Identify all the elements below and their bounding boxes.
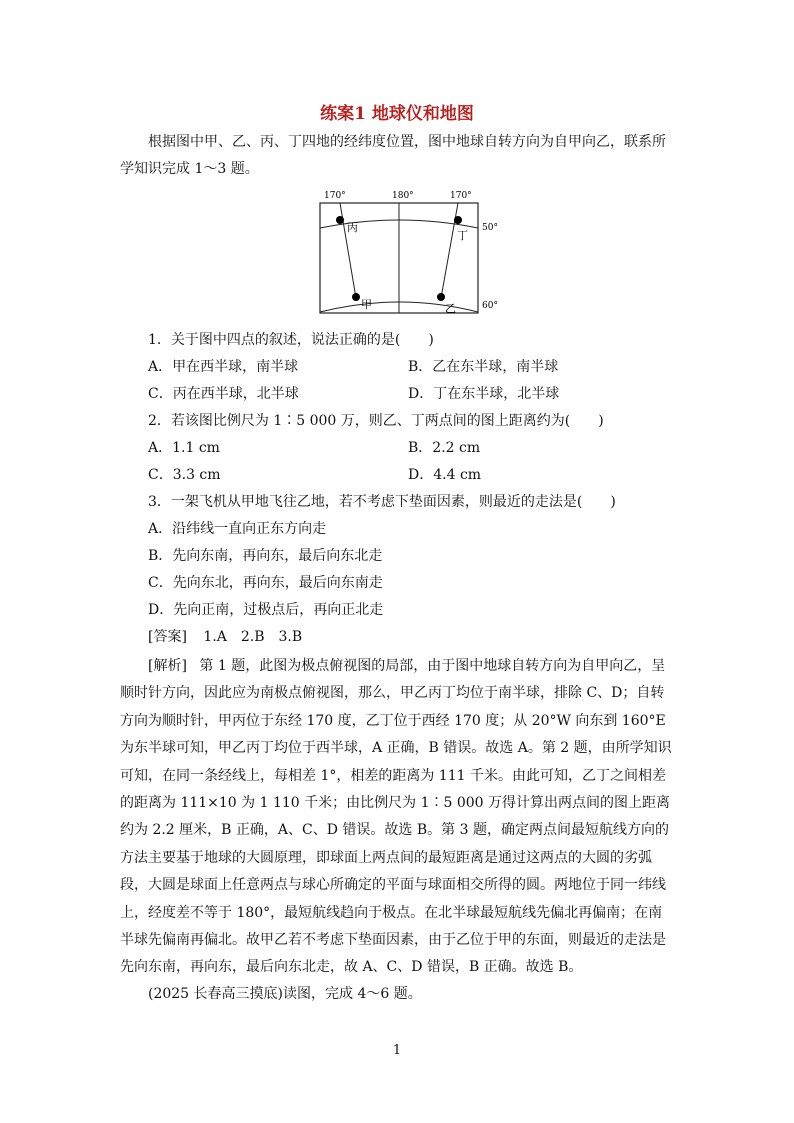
analysis-text: 第 1 题，此图为极点俯视图的局部，由于图中地球自转方向为自甲向乙，呈顺时针方向，因此应为南极点俯视图，那么，甲乙丙丁均位于南半球，排除 C、D；自转方向为顺时针，甲丙位于东经 170 度，乙丁位于西经 170 度；从 20°W 向东到 160°E 为东半球可知，甲乙丙丁均位于西半球，A 正确，B 错误。故选 A。第 2 题，由所学知识可知，在同一条经线上，每相差 1°，相差的距离为 111 千米。由此可知，乙丁之间相差的距离为 111×10 为 1 110 千米；由比例尺为 1∶5 000 万得计算出两点间的图上距离约为 2.2 厘米，B 正确，A、C、D 错误。故选 B。第 3 题，确定两点间最短航线方向的方法主要基于地球的大圆原理，即球面上两点间的最短距离是通过这两点的大圆的劣弧段，大圆是球面上任意两点与球心所确定的平面与球面相交所得的圆。两地位于同一纬线上，经度差不等于 180°，最短航线趋向于极点。在北半球最短航线先偏北再偏南；在南半球先偏南再偏北。故甲乙若不考虑下垫面因素，由于乙位于甲的东面，则最近的走法是先向东南，再向东，最后向东北走，故 A、C、D 错误，B 正确。故选 B。 [120, 658, 672, 976]
question-3-option-a: A．沿纬线一直向正东方向走 [148, 521, 327, 537]
page-title: 练案1 地球仪和地图 [320, 104, 474, 124]
question-2-stem: 2．若该图比例尺为 1∶5 000 万，则乙、丁两点间的图上距离约为( ) [148, 413, 604, 429]
question-2-option-a: A．1.1 cm [148, 440, 220, 456]
latitude-longitude-figure [308, 186, 498, 316]
answer-label: [答案] [148, 629, 187, 645]
question-intro: 根据图中甲、乙、丙、丁四地的经纬度位置，图中地球自转方向为自甲向乙，联系所学知识完成 1～3 题。 [120, 134, 666, 178]
point-yi [437, 293, 445, 301]
analysis-paragraph [120, 653, 676, 982]
label-180: 180° [392, 191, 414, 201]
analysis-label: [解析] [148, 658, 187, 674]
question-3-stem: 3．一架飞机从甲地飞往乙地，若不考虑下垫面因素，则最近的走法是( ) [148, 494, 616, 510]
question-3-option-d: D．先向正南，过极点后，再向正北走 [148, 602, 384, 618]
question-3-option-c: C．先向东北，再向东，最后向东南走 [148, 575, 383, 591]
question-1-option-d: D．丁在东半球，北半球 [408, 386, 560, 402]
question-1-option-b: B．乙在东半球，南半球 [408, 359, 559, 375]
point-jia [352, 293, 360, 301]
answer-line [148, 626, 302, 646]
label-ding: 丁 [457, 229, 468, 242]
label-170-left: 170° [324, 191, 346, 201]
question-1-stem: 1．关于图中四点的叙述，说法正确的是( ) [148, 332, 434, 348]
label-170-right: 170° [450, 191, 472, 201]
answer-text: 1.A 2.B 3.B [203, 629, 303, 645]
next-question-intro: (2025 长春高三摸底)读图，完成 4～6 题。 [148, 986, 422, 1002]
question-2-option-b: B．2.2 cm [408, 440, 481, 456]
question-1-option-a: A．甲在西半球，南半球 [148, 359, 299, 375]
label-yi: 乙 [445, 302, 456, 315]
point-ding [454, 216, 462, 224]
question-2-option-c: C．3.3 cm [148, 467, 221, 483]
question-1-option-c: C．丙在西半球，北半球 [148, 386, 299, 402]
label-60: 60° [482, 301, 498, 311]
label-bing: 丙 [347, 221, 358, 234]
question-2-option-d: D．4.4 cm [408, 467, 482, 483]
question-3-option-b: B．先向东南，再向东，最后向东北走 [148, 548, 383, 564]
point-bing [336, 216, 344, 224]
page-number: 1 [392, 1043, 402, 1058]
label-jia: 甲 [361, 298, 372, 311]
label-50: 50° [482, 223, 498, 233]
